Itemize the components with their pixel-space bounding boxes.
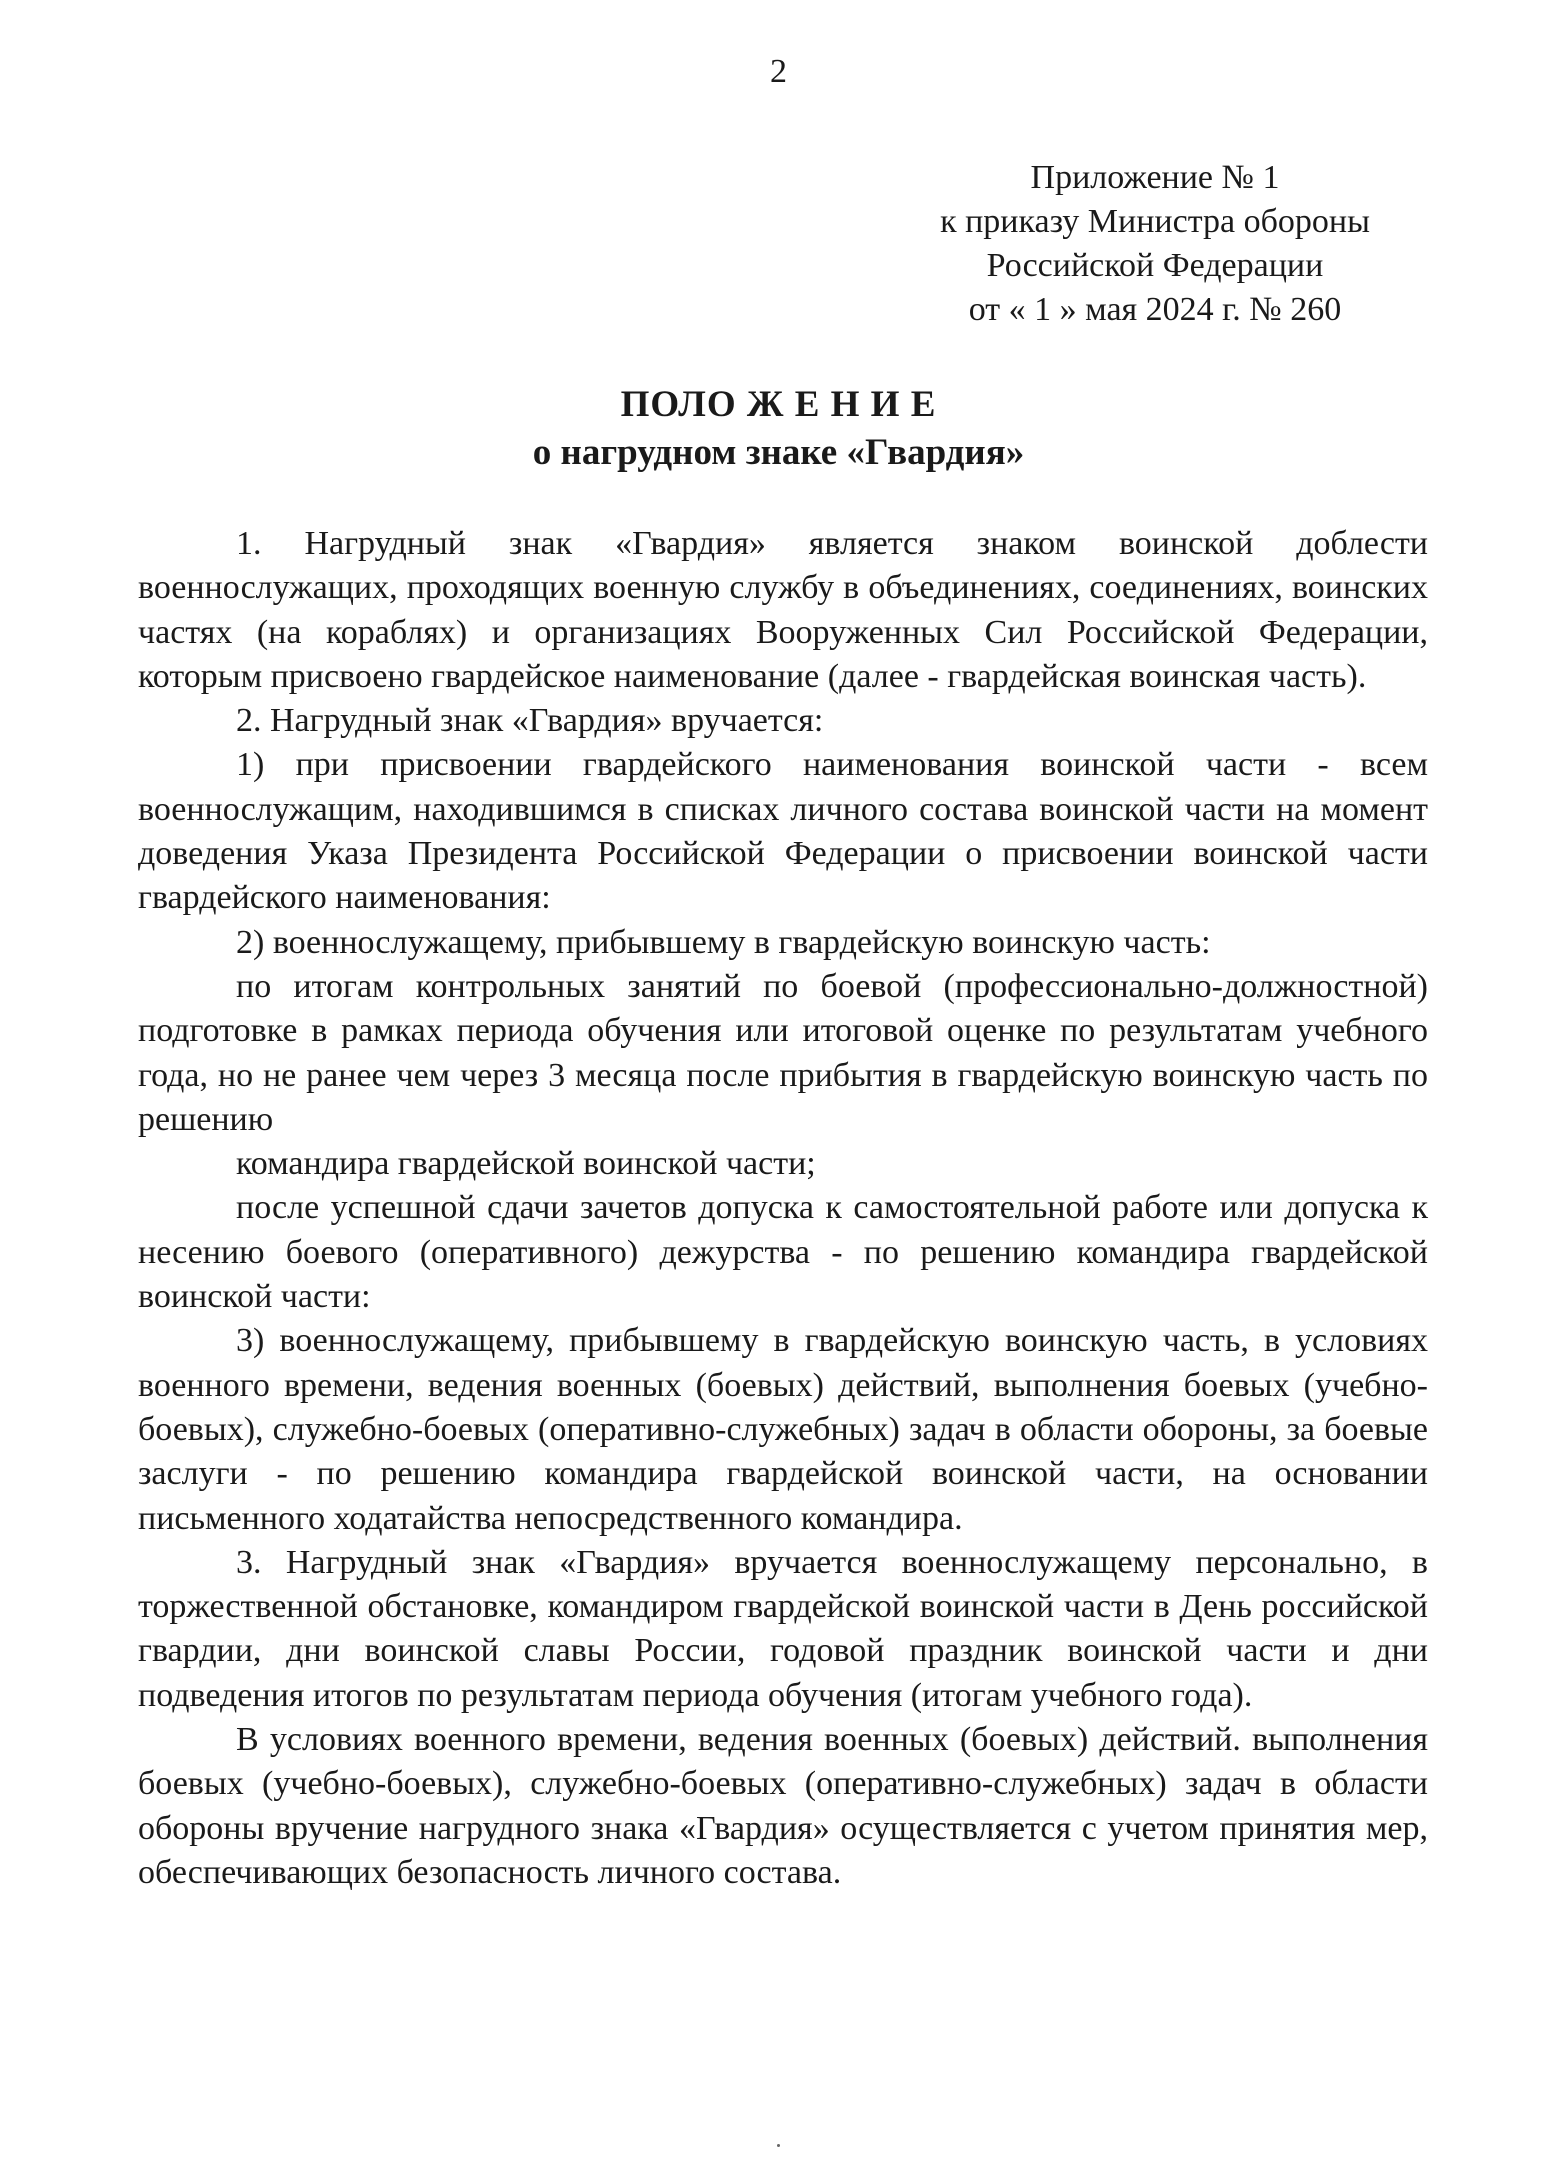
paragraph-2-item-2: 2) военнослужащему, прибывшему в гвардейскую воинскую часть: — [236, 923, 1211, 961]
appendix-header — [855, 156, 1455, 332]
paragraph-2-item-2-a: по итогам контрольных занятий по боевой (профессионально-должностной) подготовке в рамках периода обучения или итоговой оценке по результатам учебного года, но не ранее чем через 3 месяца после прибытия в гвардейскую воинскую часть по решению — [138, 967, 1428, 1138]
title-main: ПОЛО Ж Е Н И Е — [620, 384, 937, 425]
paragraph-2-item-1: 1) при присвоении гвардейского наименования воинской части - всем военнослужащим, находившимся в списках личного состава воинской части на момент доведения Указа Президента Российской Федерации о присвоении воинской части гвардейского наименования: — [138, 746, 1428, 917]
title-subtitle: о нагрудном знаке «Гвардия» — [532, 432, 1025, 473]
page-number: 2 — [770, 53, 787, 90]
paragraph-2-item-3: 3) военнослужащему, прибывшему в гвардейскую воинскую часть, в условиях военного времени, ведения военных (боевых) действий, выполнения боевых (учебно-боевых), служебно-боевых (оперативно-служебных) задач в области обороны, за боевые заслуги - по решению командира гвардейской воинской части, на основании письменного ходатайства непосредственного командира. — [138, 1322, 1428, 1537]
appendix-line-2: к приказу Министра обороны — [940, 203, 1370, 240]
document-body — [138, 522, 1428, 1895]
scan-speck — [777, 2144, 780, 2147]
paragraph-2-item-2-b: после успешной сдачи зачетов допуска к самостоятельной работе или допуска к несению боевого (оперативного) дежурства - по решению командира гвардейской воинской части: — [138, 1189, 1428, 1316]
paragraph-3: 3. Нагрудный знак «Гвардия» вручается военнослужащему персонально, в торжественной обстановке, командиром гвардейской воинской части в День российской гвардии, дни воинской славы России, годовой праздник воинской части и дни подведения итогов по результатам периода обучения (итогам учебного года). — [138, 1543, 1428, 1714]
paragraph-1: 1. Нагрудный знак «Гвардия» является знаком воинской доблести военнослужащих, проходящих военную службу в объединениях, соединениях, воинских частях (на кораблях) и организациях Вооруженных Сил Российской Федерации, которым присвоено гвардейское наименование (далее - гвардейская воинская часть). — [138, 525, 1428, 695]
appendix-line-1: Приложение № 1 — [1030, 159, 1280, 196]
paragraph-2: 2. Нагрудный знак «Гвардия» вручается: — [236, 702, 824, 740]
paragraph-3-wartime: В условиях военного времени, ведения военных (боевых) действий. выполнения боевых (учебно-боевых), служебно-боевых (оперативно-служебных) задач в области обороны вручение нагрудного знака «Гвардия» осуществляется с учетом принятия мер, обеспечивающих безопасность личного состава. — [138, 1721, 1428, 1891]
appendix-line-3: Российской Федерации — [986, 247, 1324, 284]
paragraph-2-item-2-a-cont: командира гвардейской воинской части; — [236, 1145, 816, 1183]
document-title — [0, 382, 1557, 476]
appendix-line-4: от « 1 » мая 2024 г. № 260 — [968, 291, 1342, 328]
